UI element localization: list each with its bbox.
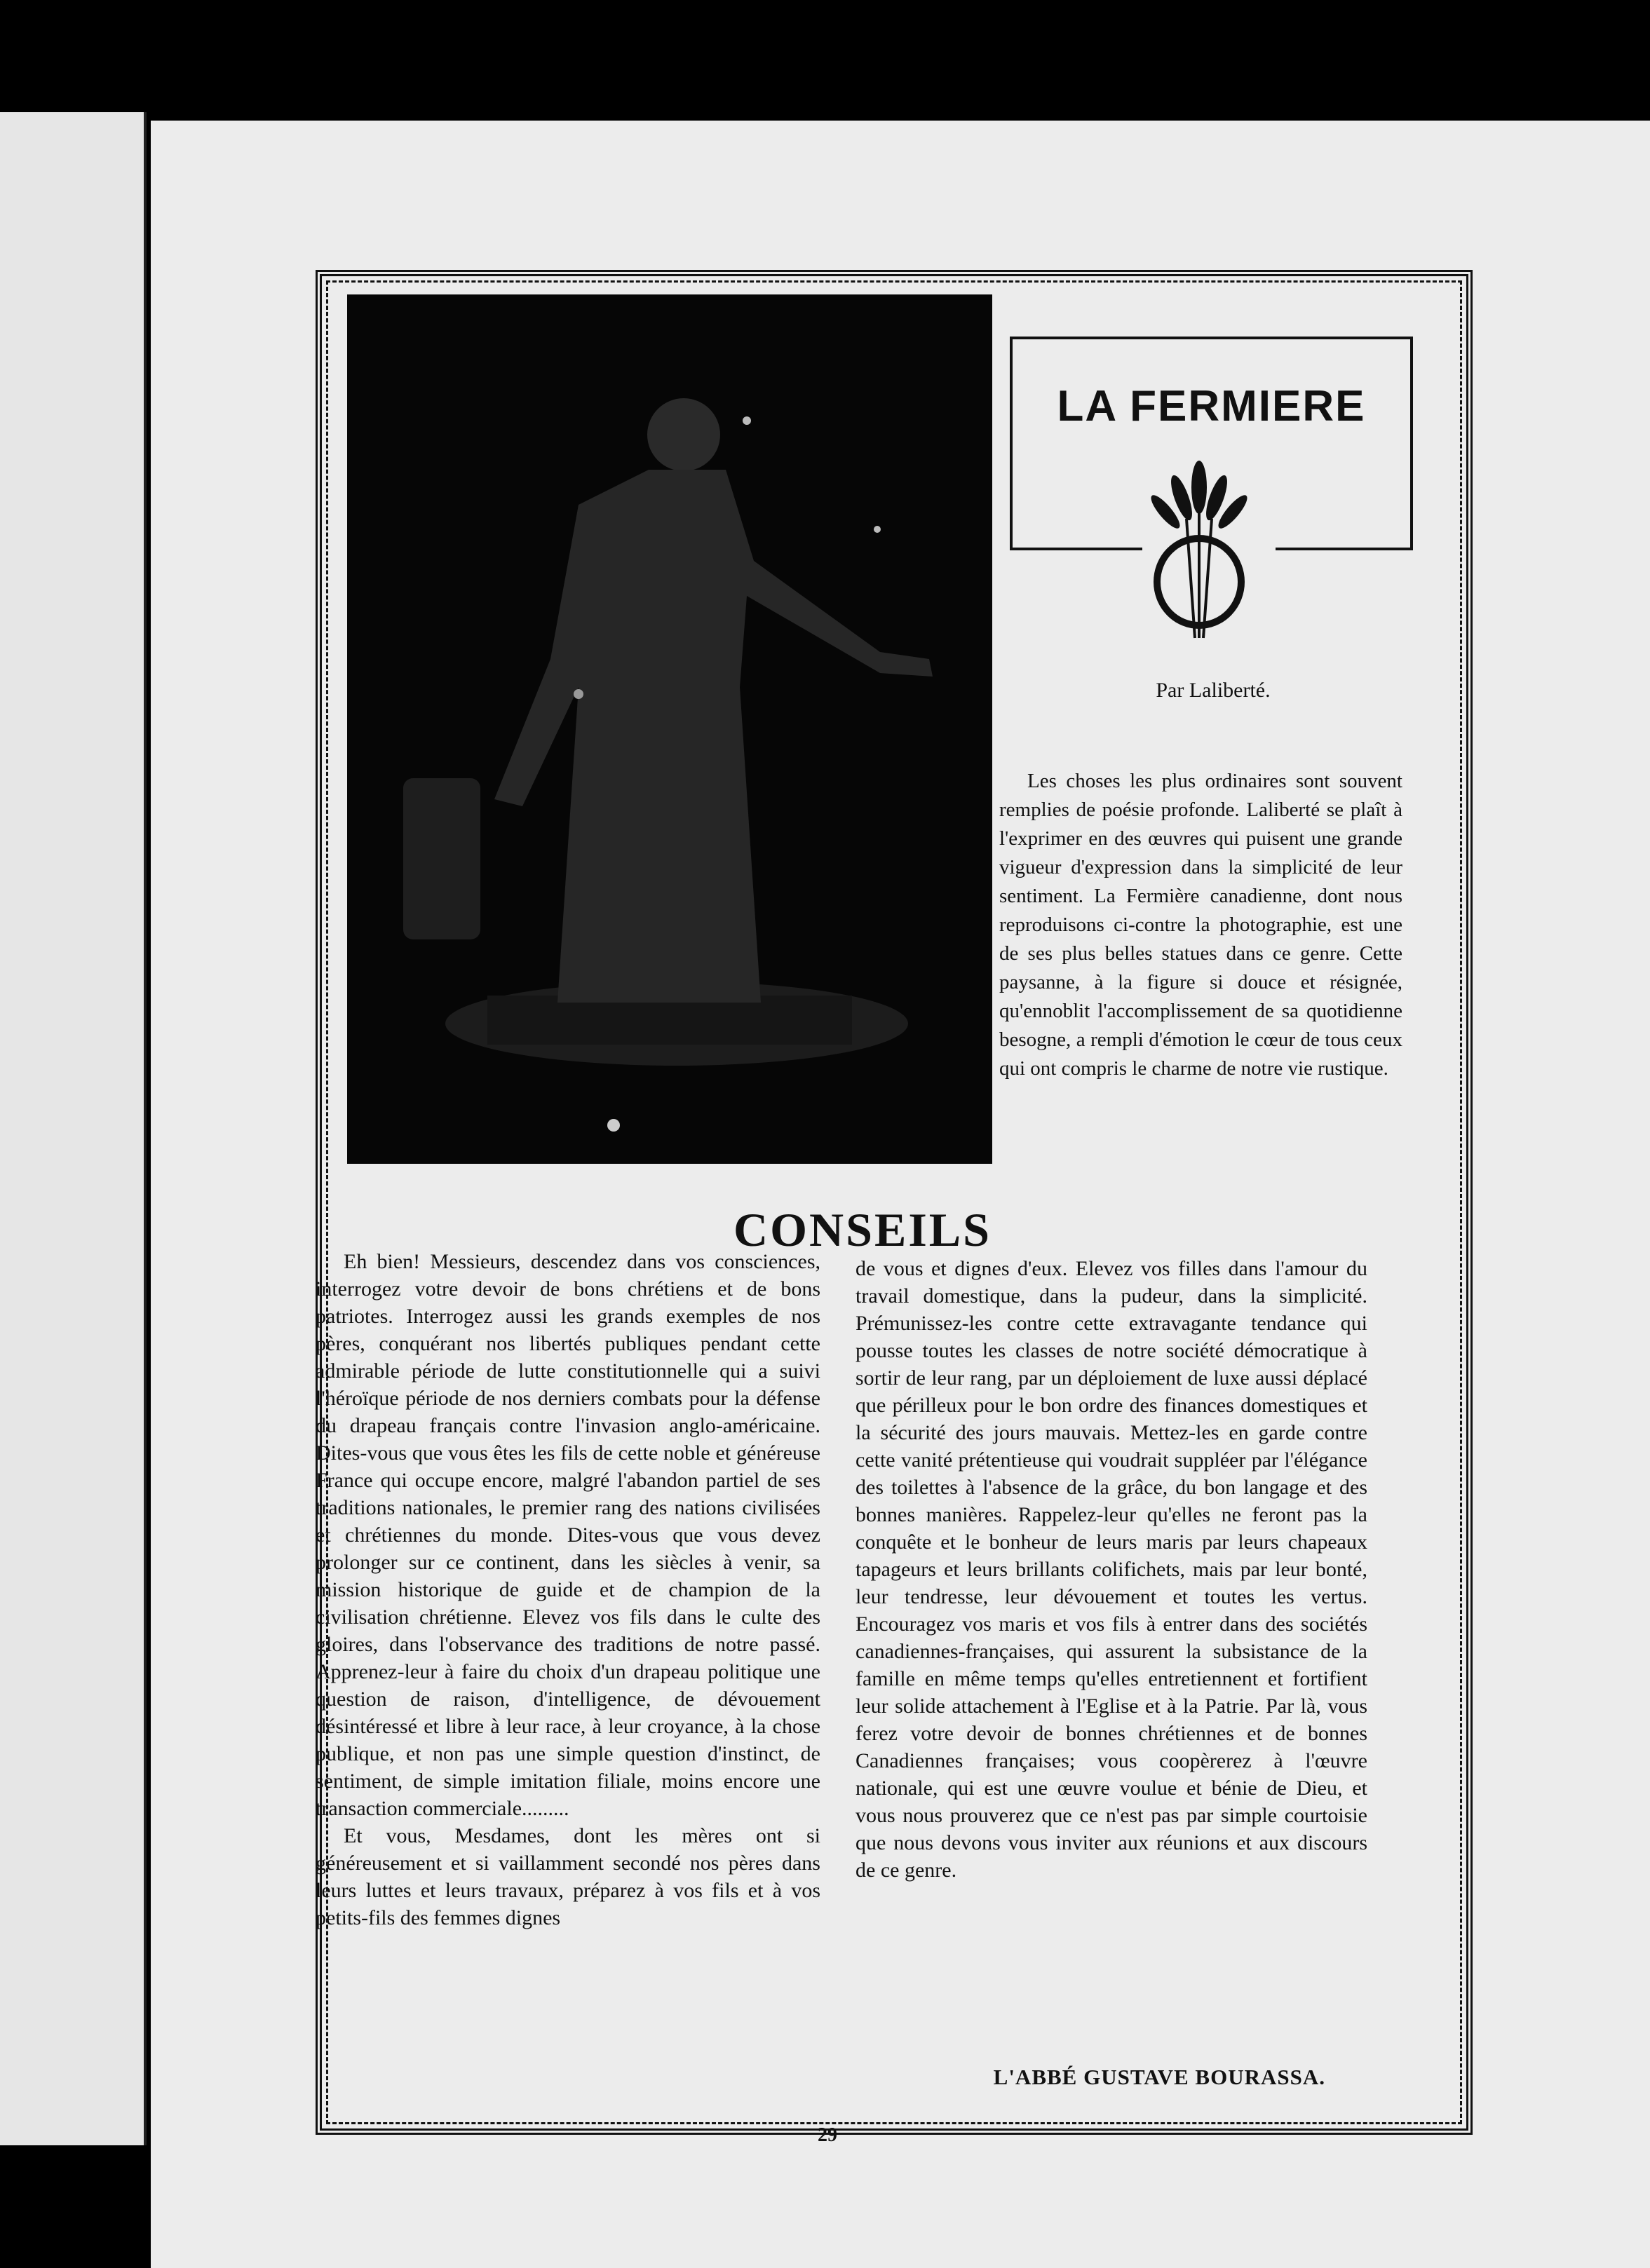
paragraph-continued: de vous et dignes d'eux. Elevez vos filles dans l'amour du travail domestique, dans la pudeur, dans la simplicité. Prémunissez-les contre cette extravagante tendance qui pousse toutes les classes de notre société démocratique à sortir de leur rang, par un déploiement de luxe aussi déplacé que périlleux pour le bon ordre des finances domestiques et la sécurité des jours mauvais. Mettez-les en garde contre cette vanité prétentieuse qui voudrait suppléer par l'élégance des toilettes à l'absence de la grâce, du bon langage et des bonnes manières. Rappelez-leur qu'elles ne feront pas la conquête et le bonheur de leurs maris par leurs chapeaux tapageurs et leurs brillants colifichets, mais par leur bonté, leur tendresse, leur dévouement et toutes les vertus. Encouragez vos maris et vos fils à entrer dans des sociétés canadiennes-françaises, qui assurent la subsistance de la famille en même temps qu'elles entretiennent et fortifient leur solide attachement à l'Eglise et à la Patrie. Par là, vous ferez votre devoir de bonnes chrétiennes et de bonnes Canadiennes françaises; vous coopèrerez à l'œuvre nationale, qui est une œuvre voulue et bénie de Dieu, et vous nous prouverez que ce n'est pas par simple courtoisie que nous devons vous inviter aux réunions et aux discours de ce genre. <box>856 1257 1367 1882</box>
text-column-right <box>856 1255 1367 1884</box>
section-heading: CONSEILS <box>733 1203 992 1256</box>
statue-figure <box>347 294 992 1164</box>
statue-photo <box>347 294 992 1164</box>
byline: Par Laliberté. <box>1156 679 1271 702</box>
paragraph-messieurs: Eh bien! Messieurs, descendez dans vos consciences, interrogez votre devoir de bons chrétiens et de bons patriotes. Interrogez aussi les grands exemples de nos pères, conquérant nos libertés publiques pendant cette admirable période de lutte constitutionnelle qui a suivi l'héroïque période de nos derniers combats pour la défense du drapeau français contre l'invasion anglo-américaine. Dites-vous que vous êtes les fils de cette noble et généreuse France qui occupe encore, malgré l'abandon partiel de ses traditions nationales, le premier rang des nations civilisées et chrétiennes du monde. Dites-vous que vous devez prolonger sur ce continent, dans les siècles à venir, sa mission historique de guide et de champion de la civilisation chrétienne. Elevez vos fils dans le culte des gloires, dans l'observance des traditions de notre passé. Apprenez-leur à faire du choix d'un drapeau politique une question de raison, d'intelligence, de dévouement désintéressé et libre à leur race, à leur croyance, à la chose publique, et non pas une simple question d'instinct, de sentiment, de simple imitation filiale, moins encore une transaction commerciale......... <box>316 1250 820 1820</box>
paragraph-mesdames: Et vous, Mesdames, dont les mères ont si généreusement et si vaillamment secondé nos pères dans leurs luttes et leurs travaux, préparez à vos fils et à vos petits-fils des femmes dignes <box>316 1824 820 1929</box>
text-column-left <box>316 1248 820 1931</box>
wheat-sheaf-icon <box>1143 459 1255 645</box>
author-signature: L'ABBÉ GUSTAVE BOURASSA. <box>993 2065 1325 2089</box>
intro-paragraph: Les choses les plus ordinaires sont souvent remplies de poésie profonde. Laliberté se plaît à l'exprimer en des œuvres qui puisent une grande vigueur d'expression dans la simplicité de leur sentiment. La Fermière canadienne, dont nous reproduisons ci-contre la photographie, est une de ses plus belles statues dans ce genre. Cette paysanne, à la figure si douce et résignée, qu'ennoblit l'accomplissement de sa quotidienne besogne, a rempli d'émotion le cœur de tous ceux qui ont compris le charme de notre vie rustique. <box>999 770 1402 1080</box>
article-title: LA FERMIERE <box>1057 382 1366 430</box>
page-number: 29 <box>818 2124 837 2146</box>
facing-page <box>0 112 147 2145</box>
